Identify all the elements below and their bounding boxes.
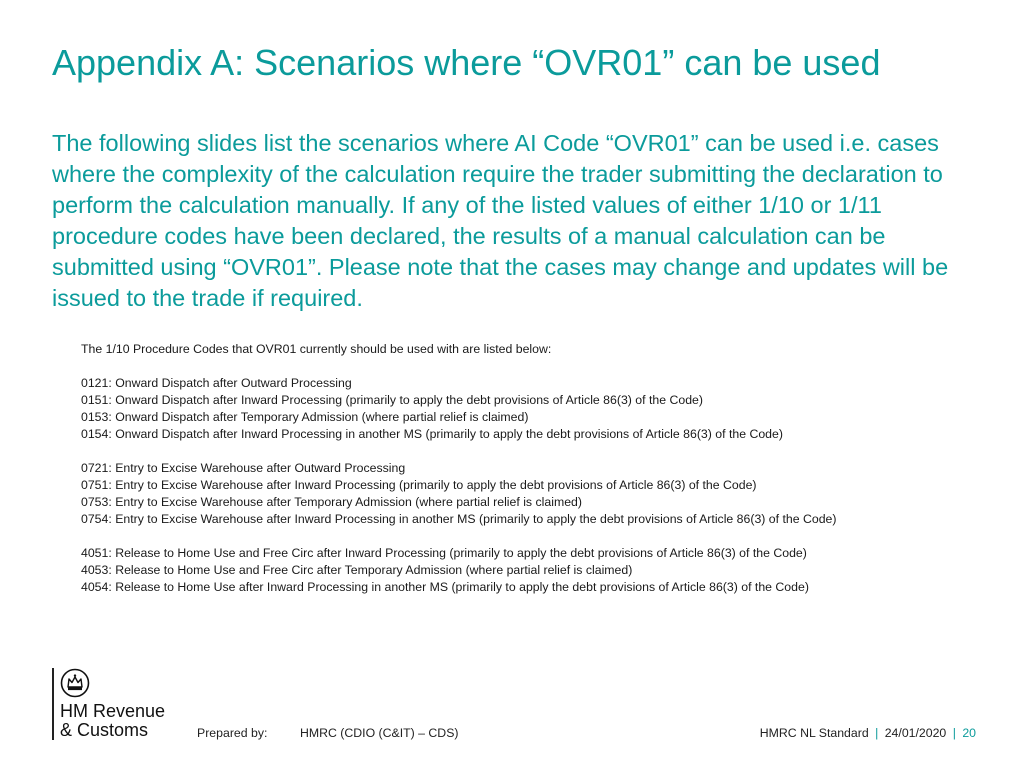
footer-prepared-label: Prepared by:: [197, 726, 268, 740]
codes-intro: The 1/10 Procedure Codes that OVR01 currently should be used with are listed below:: [81, 342, 552, 356]
code-line: 0751: Entry to Excise Warehouse after Inward Processing (primarily to apply the debt provisions of Article 86(3) of the Code): [81, 478, 757, 492]
page-number: 20: [962, 726, 976, 740]
slide-title: Appendix A: Scenarios where “OVR01” can be used: [52, 42, 881, 83]
code-line: 0121: Onward Dispatch after Outward Processing: [81, 376, 352, 390]
logo-line-1: HM Revenue: [60, 701, 166, 721]
code-line: 0151: Onward Dispatch after Inward Processing (primarily to apply the debt provisions of Article 86(3) of the Code): [81, 393, 703, 407]
code-group-07: [81, 460, 1001, 528]
footer-separator: |: [875, 726, 879, 740]
code-line: 0721: Entry to Excise Warehouse after Outward Processing: [81, 461, 406, 475]
logo-text: [60, 702, 165, 740]
code-line: 0754: Entry to Excise Warehouse after Inward Processing in another MS (primarily to apply the debt provisions of Article 86(3) of the Code): [81, 512, 837, 526]
code-line: 4051: Release to Home Use and Free Circ after Inward Processing (primarily to apply the debt provisions of Article 86(3) of the Code): [81, 546, 807, 560]
code-group-40: [81, 545, 1001, 596]
footer-separator: |: [952, 726, 956, 740]
code-line: 4054: Release to Home Use after Inward Processing in another MS (primarily to apply the debt provisions of Article 86(3) of the Code): [81, 580, 809, 594]
code-line: 4053: Release to Home Use and Free Circ after Temporary Admission (where partial relief is claimed): [81, 563, 633, 577]
hmrc-logo: [52, 668, 192, 744]
logo-line-2: & Customs: [60, 720, 149, 740]
crown-crest-icon: [60, 668, 90, 698]
footer-standard: HMRC NL Standard: [759, 726, 869, 740]
footer-date: 24/01/2020: [884, 726, 947, 740]
code-line: 0153: Onward Dispatch after Temporary Admission (where partial relief is claimed): [81, 410, 529, 424]
code-line: 0154: Onward Dispatch after Inward Processing in another MS (primarily to apply the debt provisions of Article 86(3) of the Code): [81, 427, 783, 441]
logo-rule: [52, 668, 54, 740]
code-group-01: [81, 375, 1001, 443]
code-line: 0753: Entry to Excise Warehouse after Temporary Admission (where partial relief is claimed): [81, 495, 582, 509]
intro-paragraph: The following slides list the scenarios where AI Code “OVR01” can be used i.e. cases where the complexity of the calculation require the trader submitting the declaration to perform the calculation manually. If any of the listed values of either 1/10 or 1/11 procedure codes have been declared, the results of a manual calculation can be submitted using “OVR01”. Please note that the cases may change and updates will be issued to the trade if required.: [52, 130, 949, 311]
footer-prepared-by: HMRC (CDIO (C&IT) – CDS): [300, 726, 459, 740]
procedure-codes-list: [81, 341, 1001, 613]
footer-meta: [760, 726, 976, 740]
